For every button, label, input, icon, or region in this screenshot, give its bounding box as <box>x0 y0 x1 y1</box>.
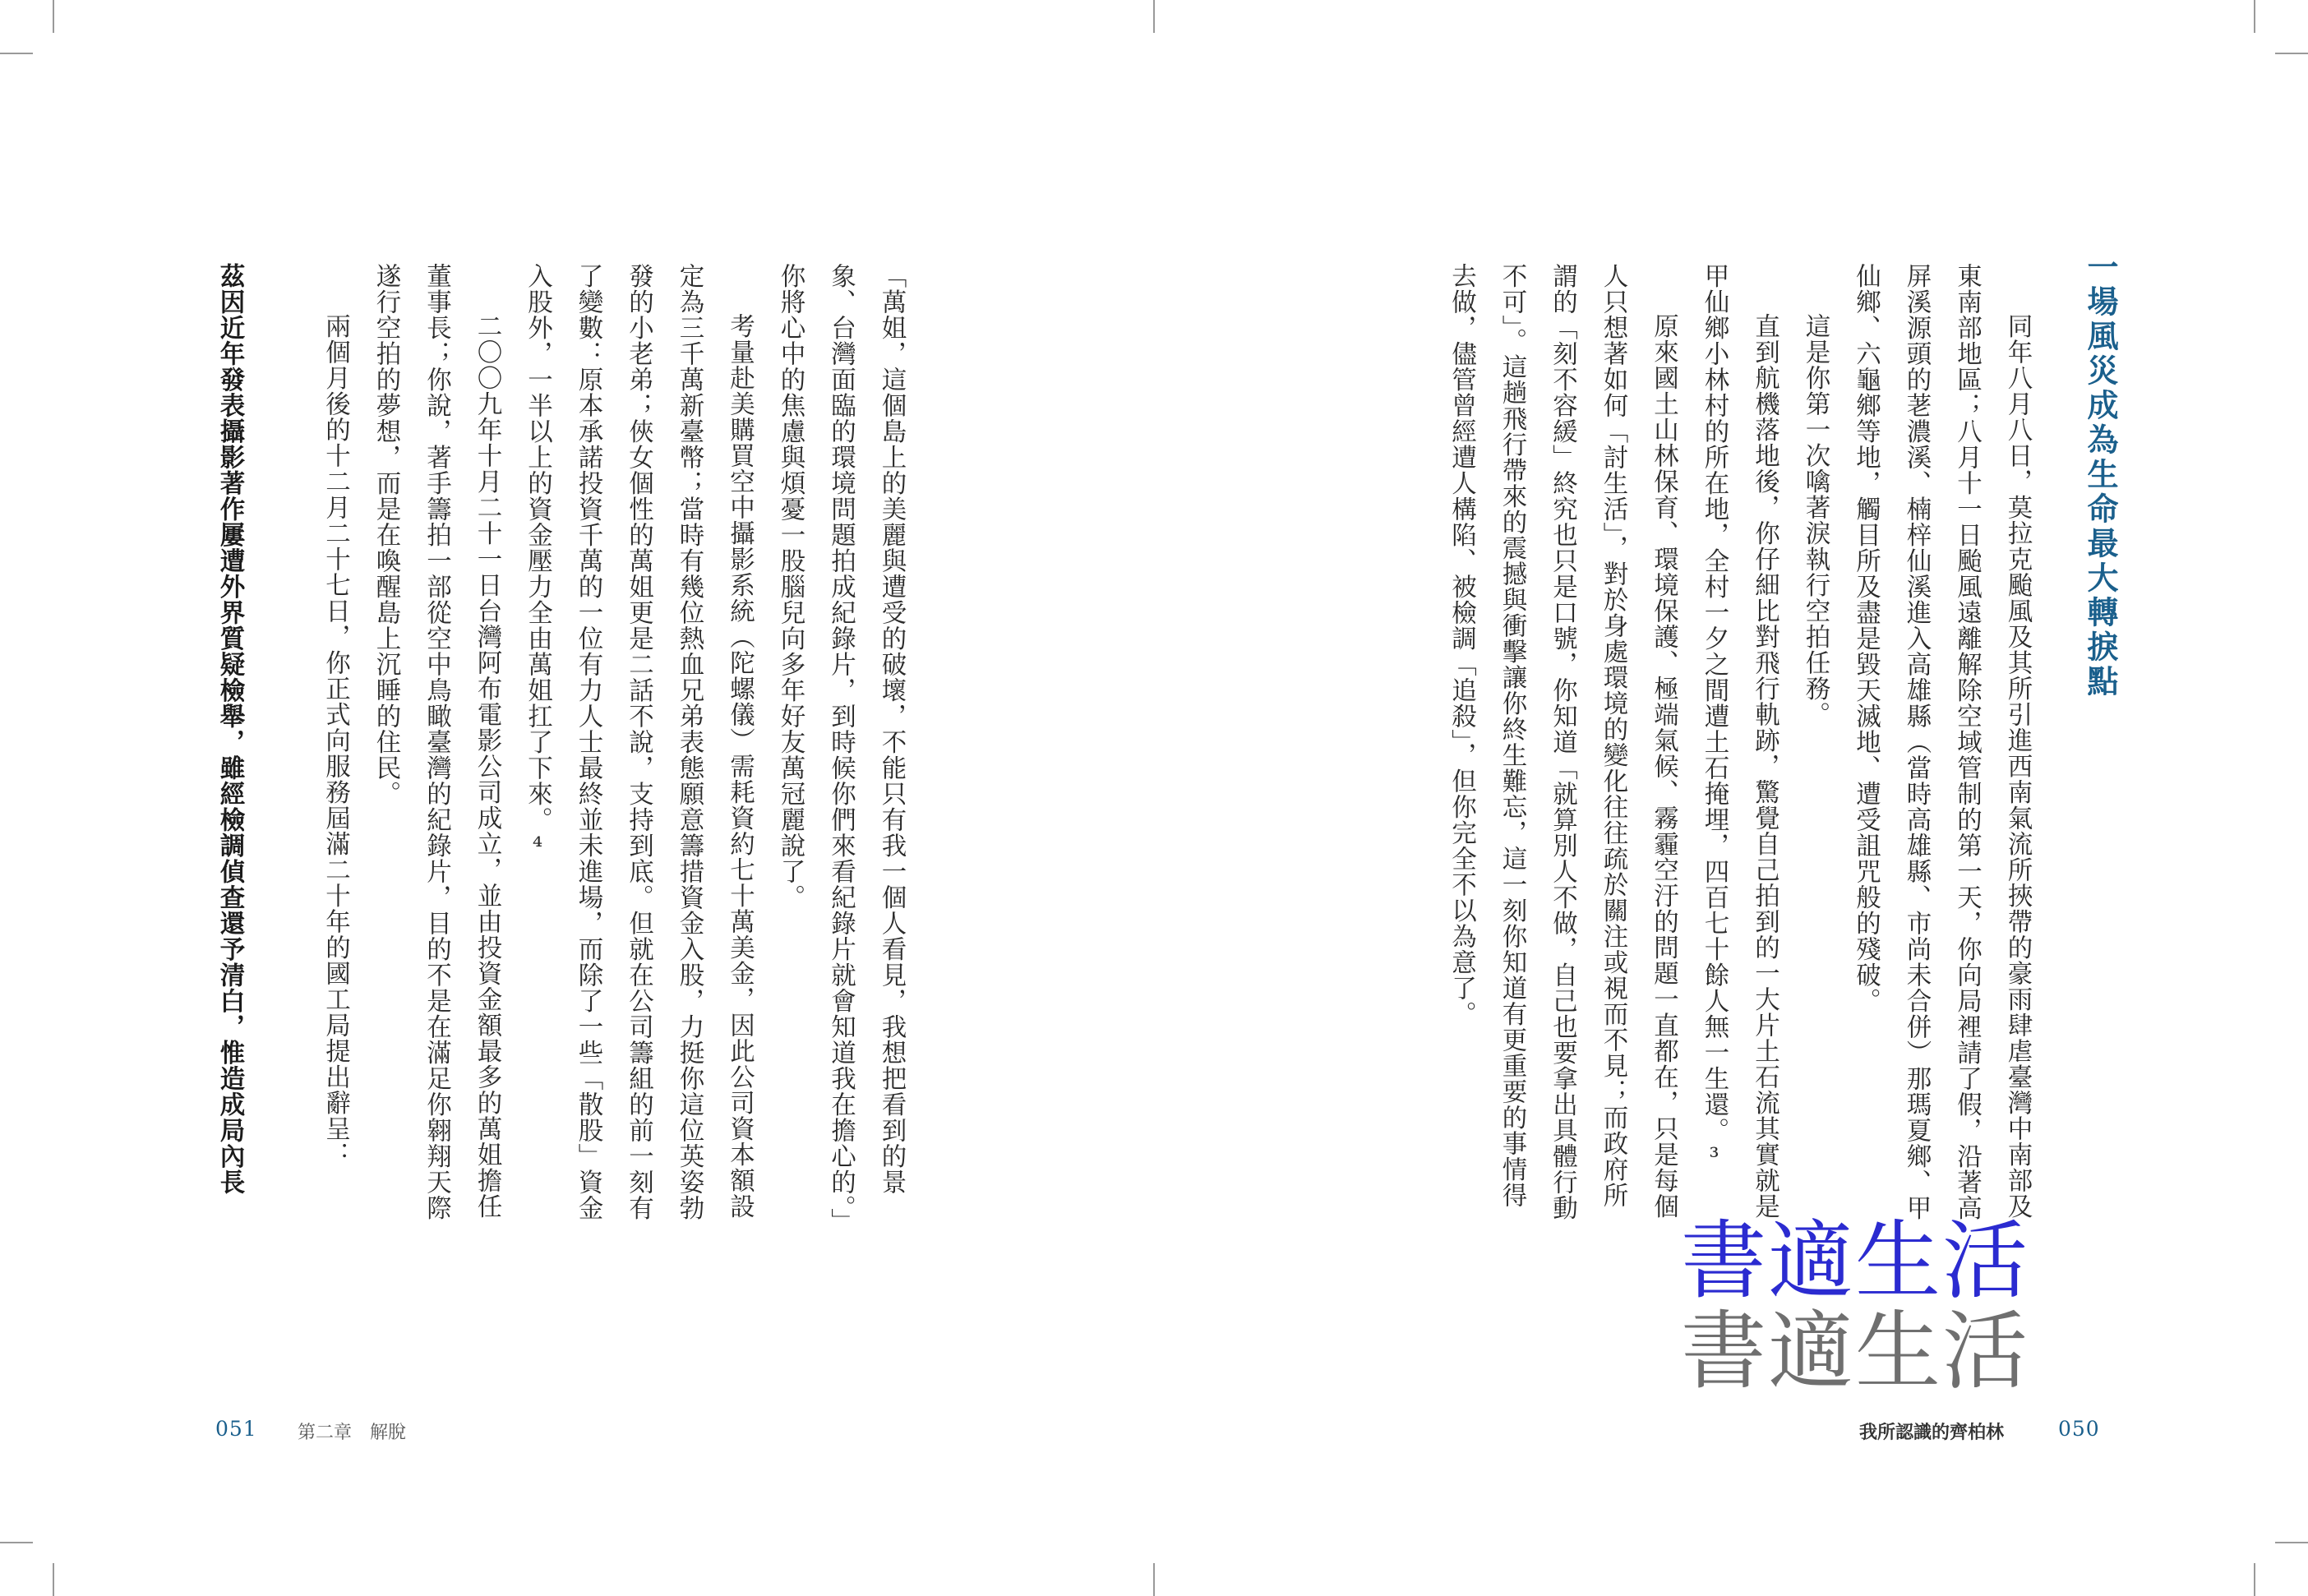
section-heading: 一場風災成為生命最大轉捩點 <box>2082 251 2119 699</box>
running-footer: 第二章 解脫 <box>298 1423 407 1443</box>
paragraph: 同年八月八日，莫拉克颱風及其所引進西南氣流所挾帶的豪雨肆虐臺灣中南部及東南部地區；八月十一日颱風遠離解除空域管制的第一天，你向局裡請了假，沿著高屏溪源頭的荖濃溪、楠梓仙溪進入高雄縣（當時高雄縣、市尚未合併）那瑪夏鄉、甲仙鄉、六龜鄉等地，觸目所及盡是毀天滅地、遭受詛咒般的殘破。 <box>1851 263 2032 1221</box>
page-number: 051 <box>215 1417 257 1441</box>
left-body-text <box>321 263 916 1233</box>
paragraph: 原來國土山林保育、環境保護、極端氣候、霧霾空汙的問題一直都在，只是每個人只想著如何「討生活」，對於身處環境的變化往往疏於關注或視而不見；而政府所謂的「刻不容緩」終究也只是口號，你知道「就算別人不做，自己也要拿出具體行動不可」。這趟飛行帶來的震撼與衝擊讓你終生難忘，這一刻你知道有更重要的事情得去做，儘管曾經遭人構陷、被檢調「追殺」，但你完全不以為意了。 <box>1447 263 1678 1221</box>
paragraph: 考量赴美購買空中攝影系統（陀螺儀）需耗資約七十萬美金，因此公司資本額設定為三千萬新臺幣；當時有幾位熱血兄弟表態願意籌措資金入股，力挺你這位英姿勃發的小老弟；俠女個性的萬姐更是二話不說，支持到底。但就在公司籌組的前一刻有了變數：原本承諾投資千萬的一位有力人士最終並未進場，而除了一些「散股」資金入股外，一半以上的資金壓力全由萬姐扛了下來。⁴ <box>523 263 755 1221</box>
running-footer: 我所認識的齊柏林 <box>1859 1422 2005 1443</box>
paragraph: 兩個月後的十二月二十七日，你正式向服務屆滿二十年的國工局提出辭呈： <box>321 313 350 1168</box>
paragraph: 二〇〇九年十月二十一日台灣阿布電影公司成立，並由投資金額最多的萬姐擔任董事長；你說，著手籌拍一部從空中鳥瞰臺灣的紀錄片，目的不是在滿足你翱翔天際遂行空拍的夢想，而是在喚醒島上沉睡的住民。 <box>372 263 501 1221</box>
paragraph: 直到航機落地後，你仔細比對飛行軌跡，驚覺自己拍到的一大片土石流其實就是甲仙鄉小林村的所在地，全村一夕之間遭土石掩埋，四百七十餘人無一生還。³ <box>1700 263 1779 1220</box>
paragraph: 這是你第一次噙著淚執行空拍任務。 <box>1801 313 1830 727</box>
watermark-text: 書適生活 <box>1681 1301 2030 1401</box>
bold-quote-line: 茲因近年發表攝影著作屢遭外界質疑檢舉，雖經檢調偵查還予清白，惟造成局內長 <box>215 263 245 1195</box>
watermark-text: 書適生活 <box>1681 1211 2030 1311</box>
page-number: 050 <box>2058 1417 2100 1441</box>
right-body-text <box>1393 263 2043 1233</box>
paragraph: 「萬姐，這個島上的美麗與遭受的破壞，不能只有我一個人看見，我想把看到的景象、台灣面臨的環境問題拍成紀錄片，到時候你們來看紀錄片就會知道我在擔心的。」你將心中的焦慮與煩憂一股腦兒向多年好友萬冠麗說了。 <box>776 263 906 1222</box>
